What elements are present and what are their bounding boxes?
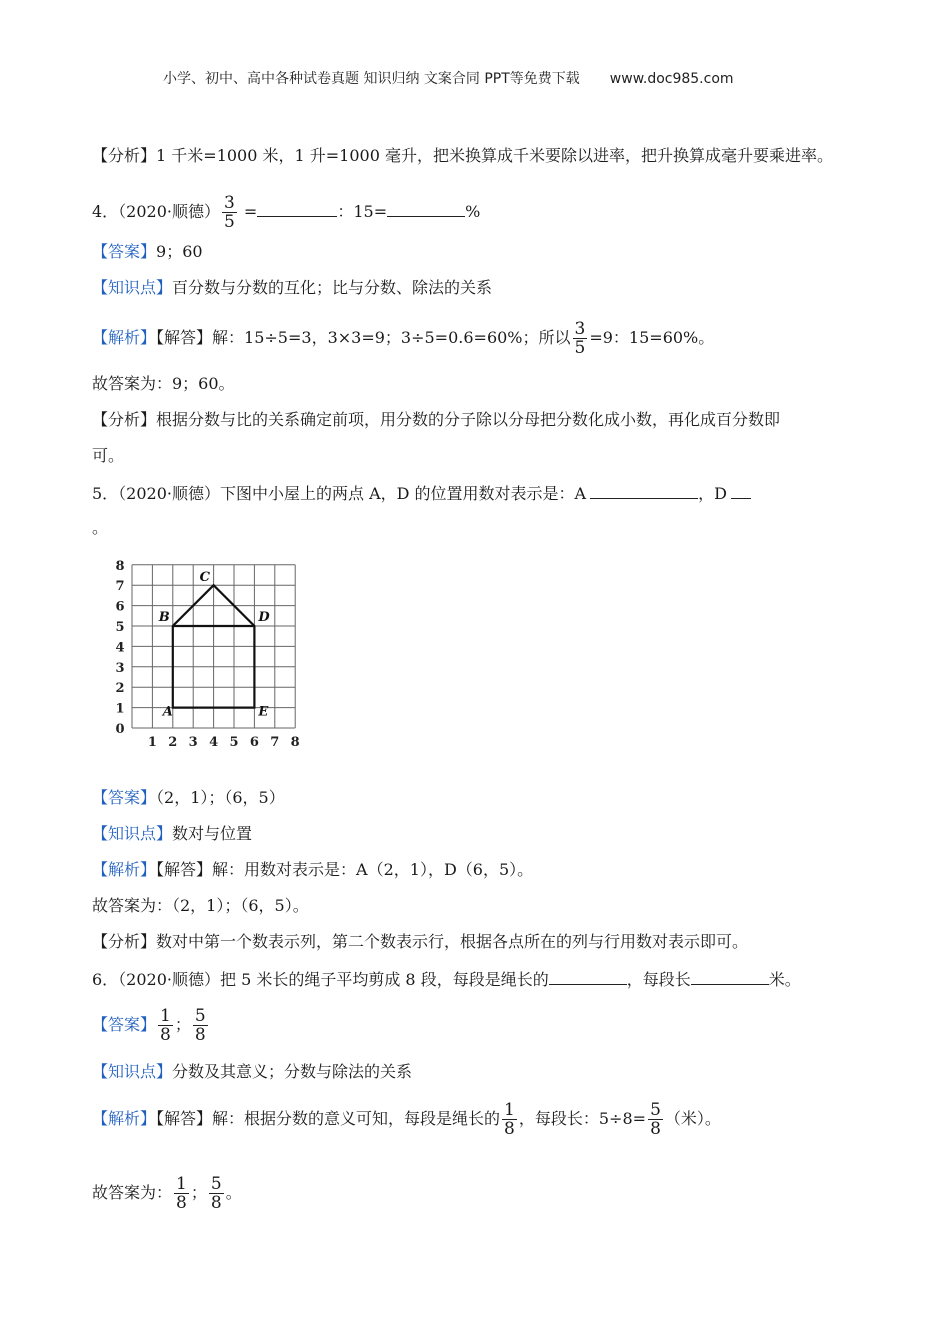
q5-question <box>92 482 751 504</box>
q4-analysis <box>92 410 780 430</box>
separator: ； <box>190 1183 207 1202</box>
q6-knowledge-point <box>92 1062 412 1082</box>
knowledge-tag: 【知识点】 <box>92 278 173 297</box>
fraction-denominator: 5 <box>224 212 235 232</box>
knowledge-tag: 【知识点】 <box>92 824 173 843</box>
knowledge-tag: 【知识点】 <box>92 1062 173 1081</box>
q5-final: 故答案为：（2，1）；（6，5）。 <box>92 896 309 915</box>
q5-question-cont: 。 <box>92 518 109 537</box>
fraction <box>158 1007 173 1044</box>
question-mid: ，D <box>698 484 727 503</box>
analysis-text: 根据分数与比的关系确定前项，用分数的分子除以分母把分数化成小数，再化成百分数即 <box>156 410 781 429</box>
coordinate-grid-figure <box>108 552 318 752</box>
fraction-denominator: 8 <box>194 1025 206 1045</box>
explanation-text: ，每段长：5÷8= <box>518 1109 647 1128</box>
point-label: A <box>162 704 173 720</box>
explanation-tag: 【解析】 <box>92 1109 157 1128</box>
q6-answer <box>92 1000 210 1050</box>
x-tick-label: 4 <box>209 735 219 750</box>
fraction <box>209 1175 224 1212</box>
explanation-text: （米）。 <box>664 1109 721 1128</box>
q4-answer <box>92 242 203 262</box>
q5-answer <box>92 788 285 808</box>
fraction <box>193 1007 208 1044</box>
final-text: 故答案为： <box>92 1183 173 1202</box>
page-header <box>163 68 734 88</box>
answer-blank-1[interactable] <box>549 968 627 985</box>
answer-text: （2，1）；（6，5） <box>156 788 285 807</box>
fraction <box>222 194 237 231</box>
fraction <box>502 1101 517 1138</box>
answer-blank-2[interactable] <box>691 968 769 985</box>
explanation-tag: 【解析】 <box>92 860 157 879</box>
fraction-numerator: 3 <box>224 193 235 213</box>
separator: ； <box>174 1015 191 1034</box>
y-tick-label: 3 <box>115 660 125 676</box>
fraction-numerator: 3 <box>574 319 586 339</box>
x-tick-label: 6 <box>249 735 259 750</box>
point-label: C <box>199 570 210 586</box>
fraction <box>174 1175 189 1212</box>
answer-blank-a[interactable] <box>590 482 698 499</box>
q4-final: 故答案为：9；60。 <box>92 374 235 393</box>
fraction-numerator: 1 <box>160 1006 171 1026</box>
fraction-denominator: 8 <box>160 1025 171 1045</box>
answer-tag: 【答案】 <box>92 242 157 261</box>
y-tick-label: 4 <box>115 640 125 656</box>
x-tick-label: 2 <box>168 735 178 750</box>
equals-sign: = <box>243 202 258 221</box>
point-label: D <box>258 610 270 625</box>
fraction-denominator: 5 <box>574 338 586 358</box>
fraction-numerator: 5 <box>210 1174 222 1194</box>
x-tick-label: 1 <box>147 735 157 750</box>
knowledge-text: 百分数与分数的互化；比与分数、除法的关系 <box>172 278 493 297</box>
q4-explanation <box>92 318 714 358</box>
fraction-denominator: 8 <box>504 1119 515 1139</box>
point-label: B <box>158 610 170 625</box>
x-tick-label: 8 <box>290 735 300 750</box>
x-tick-label: 5 <box>229 735 239 750</box>
fraction-denominator: 8 <box>176 1193 187 1213</box>
header-text: 小学、初中、高中各种试卷真题 知识归纳 文案合同 PPT等免费下载 <box>163 71 580 87</box>
analysis-tag: 【分析】 <box>92 932 157 951</box>
percent-sign: % <box>465 202 481 221</box>
x-tick-label: 3 <box>188 735 198 750</box>
y-tick-label: 6 <box>115 599 125 615</box>
answer-blank-1[interactable] <box>257 200 337 217</box>
solution-tag: 【解答】 <box>156 860 213 879</box>
fraction-numerator: 5 <box>650 1100 661 1120</box>
q4-question <box>92 192 480 232</box>
header-url[interactable]: www.doc985.com <box>609 71 734 87</box>
y-tick-label: 2 <box>115 681 125 697</box>
q5-knowledge-point <box>92 824 252 844</box>
ratio-text: ：15= <box>337 202 388 221</box>
q4-knowledge-point <box>92 278 492 298</box>
q5-analysis <box>92 932 748 952</box>
q6-question <box>92 968 801 990</box>
fraction-numerator: 5 <box>194 1006 206 1026</box>
explanation-tag: 【解析】 <box>92 328 157 347</box>
fraction-denominator: 8 <box>650 1119 661 1139</box>
fraction-numerator: 1 <box>176 1174 187 1194</box>
fraction <box>648 1101 663 1138</box>
q6-explanation <box>92 1094 721 1144</box>
answer-text: 9；60 <box>156 242 203 261</box>
y-tick-label: 5 <box>115 620 125 635</box>
analysis-text: 数对中第一个数表示列，第二个数表示行，根据各点所在的列与行用数对表示即可。 <box>156 932 749 951</box>
explanation-text: 解：15÷5=3，3×3=9；3÷5=0.6=60%；所以 <box>212 328 571 347</box>
y-tick-label: 7 <box>115 579 125 595</box>
q3-analysis <box>92 146 833 166</box>
explanation-text: =9：15=60%。 <box>589 328 715 347</box>
solution-tag: 【解答】 <box>156 328 213 347</box>
fraction-numerator: 1 <box>504 1100 515 1120</box>
knowledge-text: 分数及其意义；分数与除法的关系 <box>172 1062 413 1081</box>
answer-blank-2[interactable] <box>387 200 465 217</box>
y-tick-label: 8 <box>115 558 125 574</box>
analysis-text: 1 千米=1000 米，1 升=1000 毫升，把米换算成千米要除以进率，把升换算成毫升要乘进率。 <box>156 146 833 165</box>
solution-tag: 【解答】 <box>156 1109 213 1128</box>
final-end: 。 <box>225 1183 242 1202</box>
question-mid: ，每段长 <box>626 970 691 989</box>
answer-tag: 【答案】 <box>92 1015 157 1034</box>
q5-explanation <box>92 860 533 880</box>
question-suffix: 米。 <box>768 970 801 989</box>
y-tick-label: 1 <box>115 701 125 717</box>
question-prefix: 5．（2020·顺德）下图中小屋上的两点 A，D 的位置用数对表示是：A <box>92 484 587 503</box>
x-tick-label: 7 <box>270 735 280 750</box>
q4-analysis-cont: 可。 <box>92 446 125 465</box>
fraction <box>573 320 588 357</box>
explanation-text: 解：根据分数的意义可知，每段是绳长的 <box>212 1109 501 1128</box>
analysis-tag: 【分析】 <box>92 410 157 429</box>
explanation-text: 解：用数对表示是：A（2，1），D（6，5）。 <box>212 860 534 879</box>
y-tick-label: 0 <box>115 722 125 737</box>
question-prefix: 4．（2020·顺德） <box>92 202 220 221</box>
knowledge-text: 数对与位置 <box>172 824 253 843</box>
point-label: E <box>258 704 269 720</box>
q6-final <box>92 1168 242 1218</box>
answer-blank-d[interactable] <box>731 482 751 499</box>
analysis-tag: 【分析】 <box>92 146 157 165</box>
question-prefix: 6．（2020·顺德）把 5 米长的绳子平均剪成 8 段，每段是绳长的 <box>92 970 549 989</box>
answer-tag: 【答案】 <box>92 788 157 807</box>
fraction-denominator: 8 <box>210 1193 222 1213</box>
